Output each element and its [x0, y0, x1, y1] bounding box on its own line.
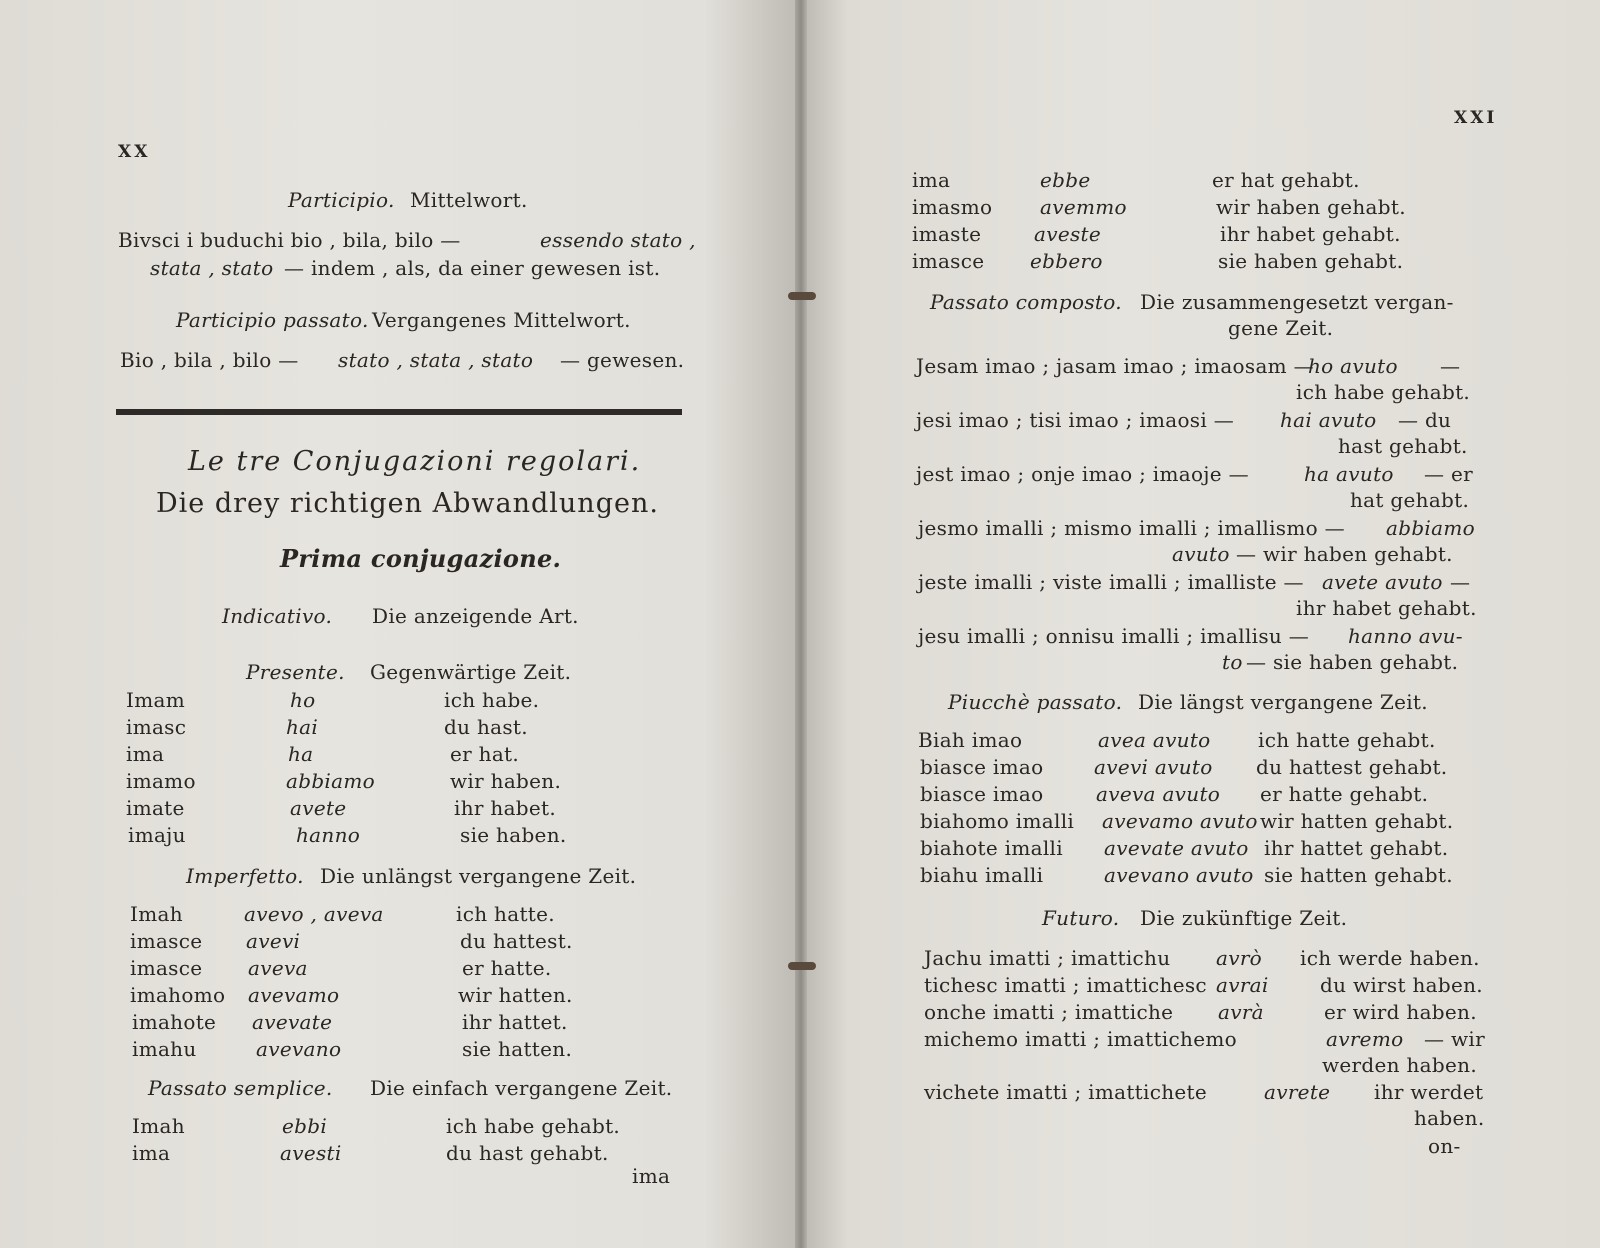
top-row-4-a: imasce: [912, 249, 985, 273]
presente-row-5-b: avete: [290, 796, 347, 820]
presente-row-6-b: hanno: [296, 823, 361, 847]
presente-heading-it: Presente.: [246, 660, 345, 684]
composto-line-1-c: —: [1440, 354, 1461, 378]
composto-line-8-b: avuto: [1172, 542, 1230, 566]
imperfetto-row-5-b: avevate: [252, 1010, 333, 1034]
composto-line-7-a: jesmo imalli ; mismo imalli ; imallismo —: [918, 516, 1345, 540]
composto-line-5-a: jest imao ; onje imao ; imaoje —: [916, 462, 1249, 486]
passato-semplice-row-1-a: Imah: [132, 1114, 185, 1138]
piucche-row-4-c: wir hatten gehabt.: [1260, 809, 1454, 833]
imperfetto-row-4-b: avevamo: [248, 983, 340, 1007]
imperfetto-row-5-a: imahote: [132, 1010, 217, 1034]
imperfetto-row-1-a: Imah: [130, 902, 183, 926]
piucche-row-6-b: avevano avuto: [1104, 863, 1254, 887]
composto-line-5-b: ha avuto: [1304, 462, 1394, 486]
indicativo-heading-it: Indicativo.: [222, 604, 333, 628]
futuro-row-3-c: er wird haben.: [1324, 1000, 1477, 1024]
composto-line-12-b: to: [1222, 650, 1243, 674]
imperfetto-row-2-a: imasce: [130, 929, 203, 953]
imperfetto-row-4-a: imahomo: [130, 983, 226, 1007]
futuro-row-2-a: tichesc imatti ; imattichesc: [924, 973, 1207, 997]
presente-row-6-c: sie haben.: [460, 823, 567, 847]
participio-line1-a: Bivsci i buduchi bio , bila, bilo —: [118, 228, 461, 252]
passato-composto-heading-de2: gene Zeit.: [1228, 316, 1334, 340]
prima-conjugazione-heading: Prima conjugazione.: [280, 544, 562, 573]
participio-passato-line-c: — gewesen.: [560, 348, 685, 372]
catchword: ima: [632, 1164, 671, 1188]
participio-passato-line-b: stato , stata , stato: [338, 348, 534, 372]
imperfetto-row-6-c: sie hatten.: [462, 1037, 573, 1061]
participio-passato-heading-it: Participio passato.: [176, 308, 369, 332]
imperfetto-row-6-b: avevano: [256, 1037, 342, 1061]
participio-passato-heading-de: Vergangenes Mittelwort.: [372, 308, 631, 332]
binding-stitch: [788, 962, 816, 970]
composto-line-3-b: hai avuto: [1280, 408, 1377, 432]
piucche-row-5-a: biahote imalli: [920, 836, 1063, 860]
top-row-3-c: ihr habet gehabt.: [1220, 222, 1401, 246]
presente-row-5-a: imate: [126, 796, 185, 820]
imperfetto-row-3-b: aveva: [248, 956, 308, 980]
top-row-2-a: imasmo: [912, 195, 993, 219]
page-number: XXI: [1454, 108, 1498, 128]
passato-semplice-heading-it: Passato semplice.: [148, 1076, 333, 1100]
imperfetto-row-2-c: du hattest.: [460, 929, 573, 953]
top-row-1-c: er hat gehabt.: [1212, 168, 1360, 192]
composto-line-9-c: —: [1450, 570, 1471, 594]
piucche-row-3-a: biasce imao: [920, 782, 1044, 806]
presente-row-3-a: ima: [126, 742, 165, 766]
piucche-row-2-b: avevi avuto: [1094, 755, 1213, 779]
participio-heading-de: Mittelwort.: [410, 188, 528, 212]
indicativo-heading-de: Die anzeigende Art.: [372, 604, 579, 628]
piucche-row-5-c: ihr hattet gehabt.: [1264, 836, 1449, 860]
piucche-row-1-b: avea avuto: [1098, 728, 1211, 752]
passato-semplice-row-2-a: ima: [132, 1141, 171, 1165]
composto-line-5-c: — er: [1424, 462, 1473, 486]
page-number: XX: [118, 142, 151, 162]
composto-line-11-a: jesu imalli ; onnisu imalli ; imallisu —: [918, 624, 1310, 648]
presente-row-4-c: wir haben.: [450, 769, 562, 793]
futuro-row-6-c: ihr werdet: [1374, 1080, 1484, 1104]
binding-stitch: [788, 292, 816, 300]
futuro-heading-de: Die zukünftige Zeit.: [1140, 906, 1348, 930]
passato-semplice-heading-de: Die einfach vergangene Zeit.: [370, 1076, 673, 1100]
top-row-3-b: aveste: [1034, 222, 1101, 246]
presente-row-2-b: hai: [286, 715, 319, 739]
composto-line-4: hast gehabt.: [1338, 434, 1468, 458]
piucche-row-6-a: biahu imalli: [920, 863, 1044, 887]
imperfetto-row-1-b: avevo , aveva: [244, 902, 384, 926]
composto-line-1-b: ho avuto: [1308, 354, 1398, 378]
piucche-heading-de: Die längst vergangene Zeit.: [1138, 690, 1428, 714]
piucche-row-5-b: avevate avuto: [1104, 836, 1249, 860]
imperfetto-row-5-c: ihr hattet.: [462, 1010, 568, 1034]
participio-line2-a: stata , stato: [150, 256, 274, 280]
piucche-row-4-b: avevamo avuto: [1102, 809, 1258, 833]
presente-row-3-c: er hat.: [450, 742, 520, 766]
composto-line-9-b: avete avuto: [1322, 570, 1443, 594]
top-row-3-a: imaste: [912, 222, 982, 246]
piucche-row-3-b: aveva avuto: [1096, 782, 1221, 806]
top-row-4-b: ebbero: [1030, 249, 1103, 273]
presente-row-1-a: Imam: [126, 688, 185, 712]
composto-line-7-b: abbiamo: [1386, 516, 1475, 540]
top-row-1-a: ima: [912, 168, 951, 192]
passato-semplice-row-1-b: ebbi: [282, 1114, 328, 1138]
futuro-row-2-c: du wirst haben.: [1320, 973, 1483, 997]
imperfetto-row-6-a: imahu: [132, 1037, 197, 1061]
imperfetto-row-4-c: wir hatten.: [458, 983, 573, 1007]
futuro-row-2-b: avrai: [1216, 973, 1269, 997]
piucche-row-1-c: ich hatte gehabt.: [1258, 728, 1436, 752]
futuro-heading-it: Futuro.: [1042, 906, 1120, 930]
imperfetto-row-3-a: imasce: [130, 956, 203, 980]
section-divider: [116, 409, 682, 415]
composto-line-3-a: jesi imao ; tisi imao ; imaosi —: [916, 408, 1235, 432]
composto-line-8-c: — wir haben gehabt.: [1236, 542, 1453, 566]
title-italian: Le tre Conjugazioni regolari.: [188, 446, 642, 477]
futuro-row-1-a: Jachu imatti ; imattichu: [924, 946, 1171, 970]
passato-semplice-row-2-c: du hast gehabt.: [446, 1141, 609, 1165]
right-page: [800, 0, 1600, 1248]
futuro-row-4-c: — wir: [1424, 1027, 1485, 1051]
futuro-row-7-c: haben.: [1414, 1106, 1485, 1130]
futuro-row-6-b: avrete: [1264, 1080, 1331, 1104]
top-row-2-c: wir haben gehabt.: [1216, 195, 1406, 219]
composto-line-2: ich habe gehabt.: [1296, 380, 1471, 404]
passato-composto-heading-de: Die zusammengesetzt vergan-: [1140, 290, 1454, 314]
presente-row-4-a: imamo: [126, 769, 196, 793]
imperfetto-row-3-c: er hatte.: [462, 956, 552, 980]
composto-line-3-c: — du: [1398, 408, 1452, 432]
top-row-2-b: avemmo: [1040, 195, 1127, 219]
participio-line2-b: — indem , als, da einer gewesen ist.: [284, 256, 661, 280]
presente-row-2-a: imasc: [126, 715, 187, 739]
futuro-row-1-c: ich werde haben.: [1300, 946, 1480, 970]
piucche-heading-it: Piucchè passato.: [948, 690, 1123, 714]
presente-row-6-a: imaju: [128, 823, 186, 847]
futuro-row-4-b: avremo: [1326, 1027, 1404, 1051]
presente-row-3-b: ha: [288, 742, 314, 766]
composto-line-1-a: Jesam imao ; jasam imao ; imaosam —: [916, 354, 1314, 378]
futuro-row-3-b: avrà: [1218, 1000, 1264, 1024]
presente-heading-de: Gegenwärtige Zeit.: [370, 660, 572, 684]
title-german: Die drey richtigen Abwandlungen.: [156, 488, 659, 519]
composto-line-11-b: hanno avu-: [1348, 624, 1463, 648]
imperfetto-heading-de: Die unlängst vergangene Zeit.: [320, 864, 637, 888]
participio-passato-line-a: Bio , bila , bilo —: [120, 348, 299, 372]
piucche-row-2-c: du hattest gehabt.: [1256, 755, 1448, 779]
presente-row-2-c: du hast.: [444, 715, 528, 739]
piucche-row-3-c: er hatte gehabt.: [1260, 782, 1429, 806]
piucche-row-1-a: Biah imao: [918, 728, 1023, 752]
passato-semplice-row-2-b: avesti: [280, 1141, 342, 1165]
passato-composto-heading-it: Passato composto.: [930, 290, 1122, 314]
piucche-row-2-a: biasce imao: [920, 755, 1044, 779]
futuro-row-5-c: werden haben.: [1322, 1053, 1477, 1077]
piucche-row-6-c: sie hatten gehabt.: [1264, 863, 1453, 887]
futuro-row-6-a: vichete imatti ; imattichete: [924, 1080, 1207, 1104]
catchword: on-: [1428, 1134, 1461, 1158]
imperfetto-heading-it: Imperfetto.: [186, 864, 304, 888]
futuro-row-3-a: onche imatti ; imattiche: [924, 1000, 1174, 1024]
presente-row-4-b: abbiamo: [286, 769, 375, 793]
imperfetto-row-2-b: avevi: [246, 929, 301, 953]
composto-line-12-c: — sie haben gehabt.: [1246, 650, 1459, 674]
futuro-row-4-a: michemo imatti ; imattichemo: [924, 1027, 1237, 1051]
futuro-row-1-b: avrò: [1216, 946, 1263, 970]
presente-row-1-b: ho: [290, 688, 316, 712]
composto-line-10: ihr habet gehabt.: [1296, 596, 1477, 620]
piucche-row-4-a: biahomo imalli: [920, 809, 1075, 833]
top-row-4-c: sie haben gehabt.: [1218, 249, 1404, 273]
participio-line1-b: essendo stato ,: [540, 228, 696, 252]
composto-line-6: hat gehabt.: [1350, 488, 1470, 512]
participio-heading-it: Participio.: [288, 188, 395, 212]
book-binding: [795, 0, 807, 1248]
presente-row-5-c: ihr habet.: [454, 796, 557, 820]
passato-semplice-row-1-c: ich habe gehabt.: [446, 1114, 621, 1138]
presente-row-1-c: ich habe.: [444, 688, 540, 712]
imperfetto-row-1-c: ich hatte.: [456, 902, 555, 926]
composto-line-9-a: jeste imalli ; viste imalli ; imalliste —: [918, 570, 1304, 594]
top-row-1-b: ebbe: [1040, 168, 1091, 192]
